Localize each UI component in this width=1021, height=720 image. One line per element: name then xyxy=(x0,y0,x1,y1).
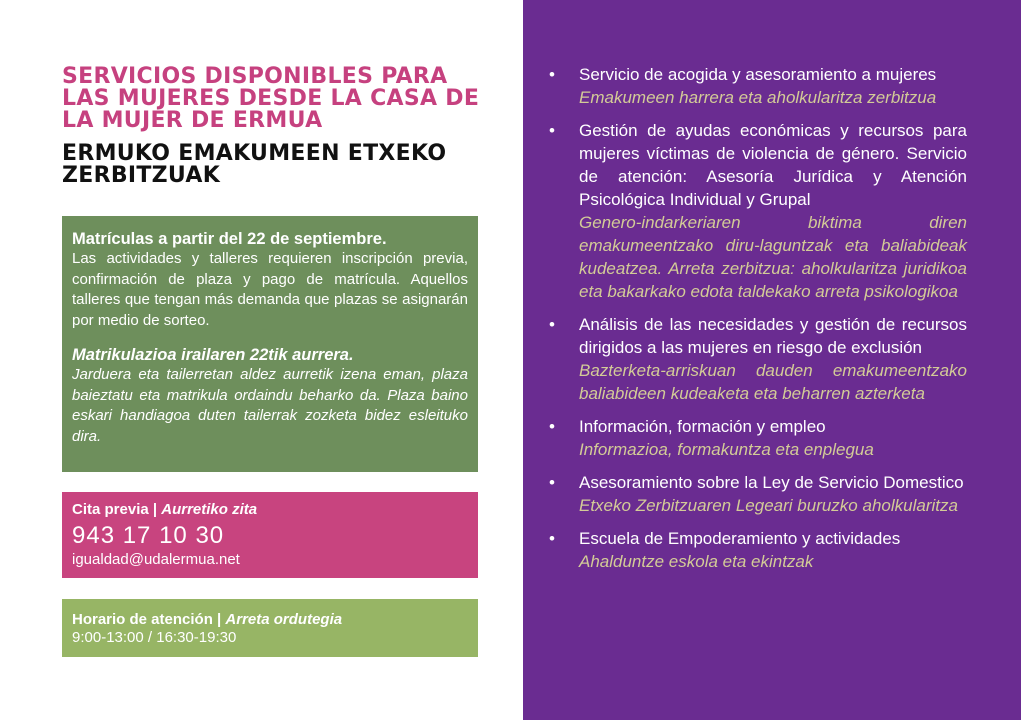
hours-label-eu: Arreta ordutegia xyxy=(225,611,343,628)
appointment-separator: | xyxy=(148,501,162,518)
appointment-label xyxy=(72,501,468,519)
service-es: Análisis de las necesidades y gestión de recursos dirigidos a las mujeres en riesgo de exclusión xyxy=(579,315,967,357)
title-spanish: SERVICIOS DISPONIBLES PARA LAS MUJERES DESDE LA CASA DE LA MUJER DE ERMUA xyxy=(62,64,480,133)
service-es: Gestión de ayudas económicas y recursos para mujeres víctimas de violencia de género. Servicio de atención: Asesoría Jurídica y Atención Psicológica Individual y Grupal xyxy=(579,121,967,209)
service-eu: Ahalduntze eskola eta ekintzak xyxy=(579,552,814,571)
enrollment-box xyxy=(62,216,478,472)
enrollment-text-eu: Jarduera eta tailerretan aldez aurretik izena eman, plaza baieztatu eta matrikula ordaindu beharko da. Plaza baino eskari handiagoa duten tailerrak zozketa bidez esleituko dira. xyxy=(72,366,468,445)
services-list xyxy=(549,63,967,583)
service-eu: Bazterketa-arriskuan dauden emakumeentzako baliabideen kudeaketa eta beharren azterketa xyxy=(579,361,967,403)
service-item xyxy=(549,471,967,517)
title-basque: ERMUKO EMAKUMEEN ETXEKO ZERBITZUAK xyxy=(62,141,447,188)
service-es: Servicio de acogida y asesoramiento a mujeres xyxy=(579,65,937,84)
bullet-icon: • xyxy=(549,529,555,548)
service-item xyxy=(549,527,967,573)
enrollment-text-es: Las actividades y talleres requieren inscripción previa, confirmación de plaza y pago de matrícula. Aquellos talleres que tengan más demanda que plazas se asignarán por medio de sorteo. xyxy=(72,250,468,329)
appointment-label-es: Cita previa xyxy=(72,501,149,518)
bullet-icon: • xyxy=(549,121,555,140)
service-es: Información, formación y empleo xyxy=(579,417,826,436)
service-eu: Etxeko Zerbitzuaren Legeari buruzko aholkularitza xyxy=(579,496,958,515)
service-eu: Genero-indarkeriaren biktima diren emakumeentzako diru-laguntzak eta baliabideak kudeatzea. Arreta zerbitzua: aholkularitza juridikoa eta bakarkako edota taldekako arreta psikologikoa xyxy=(579,213,967,301)
hours-label-es: Horario de atención xyxy=(72,611,213,628)
service-eu: Informazioa, formakuntza eta enplegua xyxy=(579,440,874,459)
bullet-icon: • xyxy=(549,65,555,84)
bullet-icon: • xyxy=(549,417,555,436)
hours-box xyxy=(62,599,478,657)
hours-separator: | xyxy=(212,611,226,628)
service-es: Escuela de Empoderamiento y actividades xyxy=(579,529,901,548)
enrollment-heading-es: Matrículas a partir del 22 de septiembre. xyxy=(72,230,387,248)
phone-number[interactable]: 943 17 10 30 xyxy=(72,522,225,549)
service-item xyxy=(549,415,967,461)
appointment-label-eu: Aurretiko zita xyxy=(161,501,258,518)
hours-value: 9:00-13:00 / 16:30-19:30 xyxy=(72,629,237,646)
email-address[interactable]: igualdad@udalermua.net xyxy=(72,551,240,568)
appointment-box xyxy=(62,492,478,578)
service-eu: Emakumeen harrera eta aholkularitza zerbitzua xyxy=(579,88,937,107)
service-es: Asesoramiento sobre la Ley de Servicio Domestico xyxy=(579,473,964,492)
enrollment-heading-eu: Matrikulazioa irailaren 22tik aurrera. xyxy=(72,346,354,364)
hours-label xyxy=(72,611,468,629)
bullet-icon: • xyxy=(549,315,555,334)
service-item xyxy=(549,119,967,303)
bullet-icon: • xyxy=(549,473,555,492)
service-item xyxy=(549,313,967,405)
service-item xyxy=(549,63,967,109)
